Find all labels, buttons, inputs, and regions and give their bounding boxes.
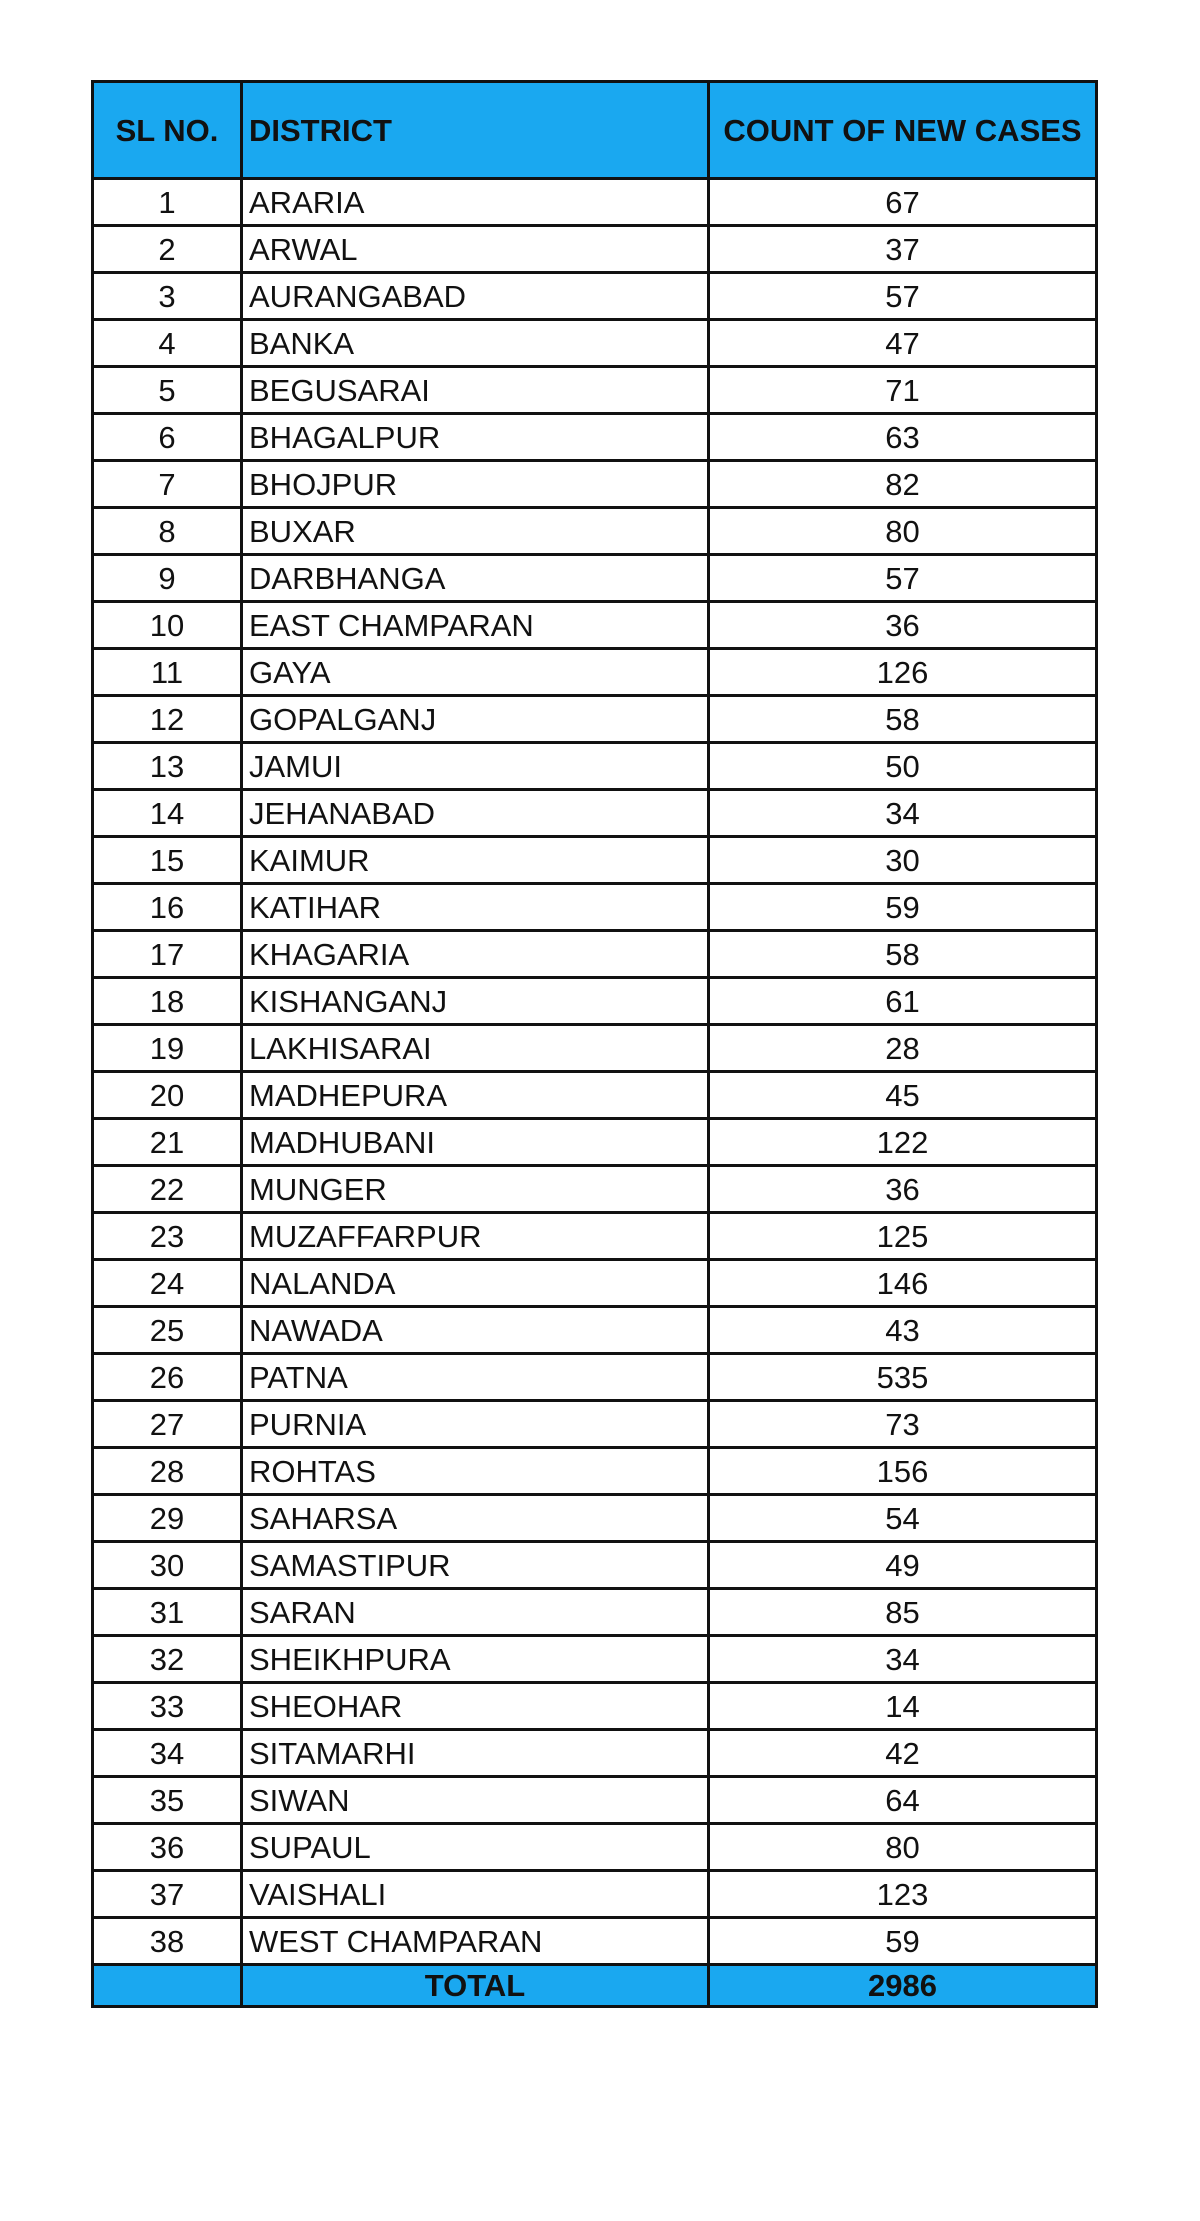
table-header (93, 82, 1097, 179)
district-cell: MADHEPURA (242, 1072, 709, 1119)
count-cell: 57 (709, 555, 1097, 602)
sl-no-cell: 22 (93, 1166, 242, 1213)
sl-no-cell: 23 (93, 1213, 242, 1260)
table-row (93, 1448, 1097, 1495)
table-row (93, 931, 1097, 978)
district-cell: NAWADA (242, 1307, 709, 1354)
table-row (93, 1824, 1097, 1871)
district-cell: JEHANABAD (242, 790, 709, 837)
count-cell: 82 (709, 461, 1097, 508)
count-cell: 49 (709, 1542, 1097, 1589)
table-row (93, 1918, 1097, 1965)
count-cell: 146 (709, 1260, 1097, 1307)
table-row (93, 1683, 1097, 1730)
district-cell: DARBHANGA (242, 555, 709, 602)
sl-no-cell: 15 (93, 837, 242, 884)
sl-no-cell: 29 (93, 1495, 242, 1542)
sl-no-cell: 17 (93, 931, 242, 978)
sl-no-cell: 7 (93, 461, 242, 508)
sl-no-cell: 4 (93, 320, 242, 367)
table-row (93, 1542, 1097, 1589)
district-cell: ARARIA (242, 179, 709, 226)
district-cell: MUNGER (242, 1166, 709, 1213)
district-cell: SHEOHAR (242, 1683, 709, 1730)
count-cell: 80 (709, 508, 1097, 555)
count-cell: 61 (709, 978, 1097, 1025)
district-cell: KISHANGANJ (242, 978, 709, 1025)
count-cell: 36 (709, 602, 1097, 649)
table-row (93, 179, 1097, 226)
header-count-of-new-cases: COUNT OF NEW CASES (709, 82, 1097, 179)
total-sl-cell (93, 1965, 242, 2007)
count-cell: 67 (709, 179, 1097, 226)
sl-no-cell: 13 (93, 743, 242, 790)
total-row (93, 1965, 1097, 2007)
sl-no-cell: 35 (93, 1777, 242, 1824)
table-row (93, 1166, 1097, 1213)
header-district: DISTRICT (242, 82, 709, 179)
district-cell: JAMUI (242, 743, 709, 790)
district-cell: ARWAL (242, 226, 709, 273)
sl-no-cell: 30 (93, 1542, 242, 1589)
sl-no-cell: 25 (93, 1307, 242, 1354)
count-cell: 30 (709, 837, 1097, 884)
table-row (93, 226, 1097, 273)
count-cell: 36 (709, 1166, 1097, 1213)
count-cell: 64 (709, 1777, 1097, 1824)
count-cell: 58 (709, 696, 1097, 743)
table-row (93, 743, 1097, 790)
district-cell: KHAGARIA (242, 931, 709, 978)
district-cell: SUPAUL (242, 1824, 709, 1871)
sl-no-cell: 32 (93, 1636, 242, 1683)
table-row (93, 978, 1097, 1025)
count-cell: 34 (709, 790, 1097, 837)
count-cell: 80 (709, 1824, 1097, 1871)
district-cell: PATNA (242, 1354, 709, 1401)
sl-no-cell: 14 (93, 790, 242, 837)
district-cell: AURANGABAD (242, 273, 709, 320)
count-cell: 122 (709, 1119, 1097, 1166)
count-cell: 58 (709, 931, 1097, 978)
table-row (93, 1354, 1097, 1401)
count-cell: 47 (709, 320, 1097, 367)
district-cell: VAISHALI (242, 1871, 709, 1918)
table-row (93, 1213, 1097, 1260)
count-cell: 156 (709, 1448, 1097, 1495)
district-cell: SAHARSA (242, 1495, 709, 1542)
table-body (93, 179, 1097, 1965)
count-cell: 63 (709, 414, 1097, 461)
table-row (93, 1636, 1097, 1683)
table-row (93, 884, 1097, 931)
sl-no-cell: 8 (93, 508, 242, 555)
district-cell: BHOJPUR (242, 461, 709, 508)
district-cell: SITAMARHI (242, 1730, 709, 1777)
district-cell: BEGUSARAI (242, 367, 709, 414)
district-cell: WEST CHAMPARAN (242, 1918, 709, 1965)
district-cell: SHEIKHPURA (242, 1636, 709, 1683)
table-row (93, 414, 1097, 461)
sl-no-cell: 26 (93, 1354, 242, 1401)
sl-no-cell: 16 (93, 884, 242, 931)
district-cases-table (91, 80, 1098, 2008)
count-cell: 85 (709, 1589, 1097, 1636)
count-cell: 71 (709, 367, 1097, 414)
table-row (93, 508, 1097, 555)
table-row (93, 1260, 1097, 1307)
district-cell: MUZAFFARPUR (242, 1213, 709, 1260)
sl-no-cell: 36 (93, 1824, 242, 1871)
sl-no-cell: 28 (93, 1448, 242, 1495)
district-cell: GOPALGANJ (242, 696, 709, 743)
count-cell: 126 (709, 649, 1097, 696)
header-row (93, 82, 1097, 179)
district-cell: LAKHISARAI (242, 1025, 709, 1072)
sl-no-cell: 37 (93, 1871, 242, 1918)
sl-no-cell: 27 (93, 1401, 242, 1448)
table-row (93, 696, 1097, 743)
table-footer (93, 1965, 1097, 2007)
count-cell: 535 (709, 1354, 1097, 1401)
table-row (93, 1025, 1097, 1072)
table-row (93, 1119, 1097, 1166)
sl-no-cell: 34 (93, 1730, 242, 1777)
district-cell: MADHUBANI (242, 1119, 709, 1166)
sl-no-cell: 31 (93, 1589, 242, 1636)
table-row (93, 367, 1097, 414)
table-row (93, 1589, 1097, 1636)
table-row (93, 1307, 1097, 1354)
district-cell: EAST CHAMPARAN (242, 602, 709, 649)
table-row (93, 649, 1097, 696)
sl-no-cell: 21 (93, 1119, 242, 1166)
district-cell: PURNIA (242, 1401, 709, 1448)
district-cell: ROHTAS (242, 1448, 709, 1495)
sl-no-cell: 3 (93, 273, 242, 320)
header-sl-no: SL NO. (93, 82, 242, 179)
count-cell: 59 (709, 884, 1097, 931)
district-cell: SARAN (242, 1589, 709, 1636)
district-cell: BANKA (242, 320, 709, 367)
sl-no-cell: 5 (93, 367, 242, 414)
table-row (93, 1495, 1097, 1542)
sl-no-cell: 33 (93, 1683, 242, 1730)
sl-no-cell: 19 (93, 1025, 242, 1072)
sl-no-cell: 18 (93, 978, 242, 1025)
count-cell: 43 (709, 1307, 1097, 1354)
district-cell: SAMASTIPUR (242, 1542, 709, 1589)
sl-no-cell: 9 (93, 555, 242, 602)
district-cell: KATIHAR (242, 884, 709, 931)
count-cell: 28 (709, 1025, 1097, 1072)
table-row (93, 1777, 1097, 1824)
district-cell: KAIMUR (242, 837, 709, 884)
sl-no-cell: 2 (93, 226, 242, 273)
district-cell: GAYA (242, 649, 709, 696)
sl-no-cell: 20 (93, 1072, 242, 1119)
sl-no-cell: 24 (93, 1260, 242, 1307)
table-row (93, 790, 1097, 837)
sl-no-cell: 1 (93, 179, 242, 226)
sl-no-cell: 6 (93, 414, 242, 461)
table-row (93, 602, 1097, 649)
sl-no-cell: 10 (93, 602, 242, 649)
count-cell: 37 (709, 226, 1097, 273)
table-row (93, 1401, 1097, 1448)
table-row (93, 461, 1097, 508)
count-cell: 34 (709, 1636, 1097, 1683)
district-cell: BHAGALPUR (242, 414, 709, 461)
district-cell: NALANDA (242, 1260, 709, 1307)
count-cell: 45 (709, 1072, 1097, 1119)
count-cell: 59 (709, 1918, 1097, 1965)
table-row (93, 1871, 1097, 1918)
count-cell: 54 (709, 1495, 1097, 1542)
district-cell: SIWAN (242, 1777, 709, 1824)
count-cell: 73 (709, 1401, 1097, 1448)
sl-no-cell: 38 (93, 1918, 242, 1965)
district-cell: BUXAR (242, 508, 709, 555)
table-row (93, 1072, 1097, 1119)
table-row (93, 837, 1097, 884)
table-row (93, 555, 1097, 602)
count-cell: 14 (709, 1683, 1097, 1730)
table-row (93, 1730, 1097, 1777)
count-cell: 125 (709, 1213, 1097, 1260)
sl-no-cell: 12 (93, 696, 242, 743)
count-cell: 57 (709, 273, 1097, 320)
count-cell: 42 (709, 1730, 1097, 1777)
count-cell: 50 (709, 743, 1097, 790)
table-row (93, 320, 1097, 367)
count-cell: 123 (709, 1871, 1097, 1918)
total-count: 2986 (709, 1965, 1097, 2007)
total-label: TOTAL (242, 1965, 709, 2007)
sl-no-cell: 11 (93, 649, 242, 696)
table-row (93, 273, 1097, 320)
